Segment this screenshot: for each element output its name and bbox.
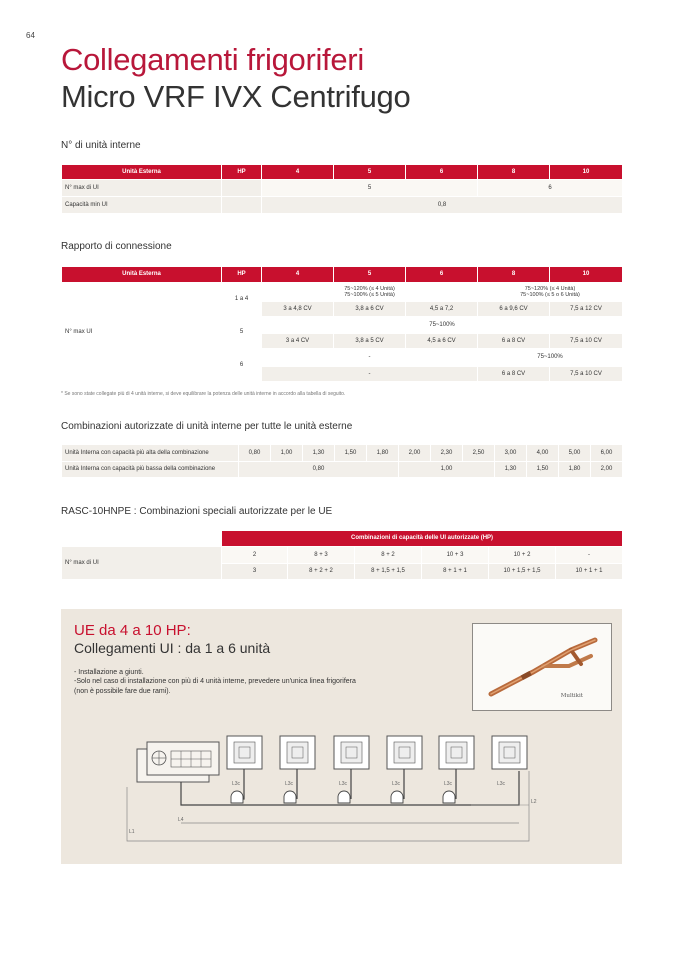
connection-diagram — [61, 609, 622, 864]
row-label: N° max UI — [62, 283, 222, 382]
joint-icon — [338, 791, 350, 803]
table-cell: 3 a 4 CV — [262, 334, 334, 349]
header-cell: 4 — [262, 267, 334, 283]
indoor-unit-icon — [334, 736, 369, 769]
ratio-text: 75~120% (≤ 4 Unità) — [524, 285, 576, 292]
table-cell: 1,50 — [527, 462, 559, 478]
length-label: L3c — [285, 781, 294, 787]
table-cell: 4,5 a 7,2 — [406, 302, 478, 317]
table-cell: 7,5 a 10 CV — [550, 367, 623, 382]
indoor-units-table — [61, 164, 623, 214]
table-cell: 8 + 3 — [288, 547, 355, 564]
note-line: - Installazione a giunti. — [74, 669, 144, 676]
joint-icon — [443, 791, 455, 803]
table-cell — [222, 197, 262, 214]
length-label: L3c — [339, 781, 348, 787]
note-line: -Solo nel caso di installazione con più di 4 unità interne, prevedere un'unica linea frigorifera — [74, 678, 356, 686]
table-cell: 5 — [262, 180, 478, 197]
table-cell: 10 + 3 — [422, 547, 489, 564]
header-cell: 10 — [550, 267, 623, 283]
table-cell: 5,00 — [559, 445, 591, 462]
header-cell: 8 — [478, 267, 550, 283]
header-cell: Combinazioni di capacità delle UI autorizzate (HP) — [222, 531, 623, 547]
header-cell: 4 — [262, 165, 334, 180]
table-cell: 10 + 2 — [489, 547, 556, 564]
table-cell: 1,00 — [399, 462, 495, 478]
table-cell: - — [556, 547, 623, 564]
table-cell: 10 + 1,5 + 1,5 — [489, 564, 556, 580]
group-label: 6 — [222, 349, 262, 382]
installation-panel — [61, 609, 622, 864]
table-cell: 2,00 — [399, 445, 431, 462]
length-label: L1 — [129, 829, 135, 835]
header-cell: Unità Esterna — [62, 165, 222, 180]
section-title-combinations: Combinazioni autorizzate di unità interne per tutte le unità esterne — [61, 421, 353, 432]
table-cell: 6 a 9,6 CV — [478, 302, 550, 317]
table-cell — [262, 283, 478, 302]
group-label: 5 — [222, 317, 262, 349]
section-title-connection-ratio: Rapporto di connessione — [61, 241, 172, 252]
panel-title: UE da 4 a 10 HP: — [74, 622, 191, 639]
table-cell: 1,80 — [367, 445, 399, 462]
connection-ratio-table — [61, 266, 623, 382]
table-cell: 8 + 1 + 1 — [422, 564, 489, 580]
note-line: (non è possibile fare due rami). — [74, 687, 171, 695]
indoor-unit-icon — [227, 736, 262, 769]
group-label: 1 a 4 — [222, 283, 262, 317]
row-label: Unità Interna con capacità più bassa della combinazione — [62, 462, 239, 478]
table-cell: 1,30 — [303, 445, 335, 462]
joint-icon — [284, 791, 296, 803]
indoor-unit-icon — [439, 736, 474, 769]
combinations-table — [61, 444, 623, 478]
special-combinations-table — [61, 530, 623, 580]
ratio-text: 75~100% (≤ 5 o 6 Unità) — [520, 292, 580, 298]
photo-label: Multikit — [560, 693, 583, 699]
table-cell: 75~100% — [262, 317, 623, 334]
table-cell: 2,30 — [431, 445, 463, 462]
page-subtitle: Micro VRF IVX Centrifugo — [61, 79, 411, 114]
table-cell: 8 + 2 — [355, 547, 422, 564]
footnote: * Se sono state collegate più di 4 unità interne, si deve equilibrare la potenza delle unità interne in accordo alla tabella di seguito. — [61, 391, 346, 397]
ratio-text: 75~120% (≤ 4 Unità) — [344, 285, 395, 292]
table-cell: 2,00 — [591, 462, 623, 478]
joint-icon — [231, 791, 243, 803]
table-cell: 0,8 — [262, 197, 623, 214]
section-title-indoor-units: N° di unità interne — [61, 140, 141, 151]
table-cell: 2,50 — [463, 445, 495, 462]
indoor-unit-icon — [387, 736, 422, 769]
row-label: Capacità min UI — [62, 197, 222, 214]
table-cell: 3,00 — [495, 445, 527, 462]
header-cell: Unità Esterna — [62, 267, 222, 283]
header-cell: 6 — [406, 165, 478, 180]
section-title-special-combinations: RASC-10HNPE : Combinazioni speciali autorizzate per le UE — [61, 506, 333, 517]
table-cell: - — [262, 367, 478, 382]
panel-subtitle: Collegamenti UI : da 1 a 6 unità — [74, 640, 271, 656]
table-cell: 2 — [222, 547, 288, 564]
table-cell: - — [262, 349, 478, 367]
header-cell: HP — [222, 267, 262, 283]
empty-cell — [62, 531, 222, 547]
table-cell: 1,30 — [495, 462, 527, 478]
table-cell — [478, 283, 623, 302]
table-cell: 7,5 a 12 CV — [550, 302, 623, 317]
length-label: L3c — [444, 781, 453, 787]
indoor-unit-icon — [280, 736, 315, 769]
outdoor-unit-icon — [137, 742, 219, 782]
header-cell: HP — [222, 165, 262, 180]
table-cell: 0,80 — [239, 445, 271, 462]
header-cell: 10 — [550, 165, 623, 180]
ratio-text: 75~100% (≤ 5 Unità) — [344, 292, 395, 298]
table-cell: 6 a 8 CV — [478, 367, 550, 382]
table-cell: 6,00 — [591, 445, 623, 462]
page-number: 64 — [26, 31, 35, 40]
table-cell: 6 a 8 CV — [478, 334, 550, 349]
header-cell: 5 — [334, 267, 406, 283]
table-cell: 4,00 — [527, 445, 559, 462]
table-cell: 75~100% — [478, 349, 623, 367]
row-label: N° max di UI — [62, 180, 222, 197]
header-cell: 5 — [334, 165, 406, 180]
page-title: Collegamenti frigoriferi — [61, 42, 364, 77]
header-cell: 8 — [478, 165, 550, 180]
indoor-unit-icon — [492, 736, 527, 769]
length-label: L3c — [392, 781, 401, 787]
table-cell: 3,8 a 5 CV — [334, 334, 406, 349]
table-cell: 3 — [222, 564, 288, 580]
table-cell: 8 + 1,5 + 1,5 — [355, 564, 422, 580]
length-label: L4 — [178, 817, 184, 823]
table-cell: 1,80 — [559, 462, 591, 478]
table-cell: 0,80 — [239, 462, 399, 478]
table-cell: 8 + 2 + 2 — [288, 564, 355, 580]
table-cell: 4,5 a 6 CV — [406, 334, 478, 349]
length-label: L2 — [531, 799, 537, 805]
table-cell: 3 a 4,8 CV — [262, 302, 334, 317]
table-cell: 7,5 a 10 CV — [550, 334, 623, 349]
length-label: L3c — [497, 781, 506, 787]
table-cell: 3,8 a 6 CV — [334, 302, 406, 317]
table-cell: 1,50 — [335, 445, 367, 462]
table-cell: 6 — [478, 180, 623, 197]
table-cell: 1,00 — [271, 445, 303, 462]
row-label: N° max di UI — [62, 547, 222, 580]
length-label: L3c — [232, 781, 241, 787]
table-cell — [222, 180, 262, 197]
row-label: Unità Interna con capacità più alta della combinazione — [62, 445, 239, 462]
table-cell: 10 + 1 + 1 — [556, 564, 623, 580]
header-cell: 6 — [406, 267, 478, 283]
joint-icon — [391, 791, 403, 803]
